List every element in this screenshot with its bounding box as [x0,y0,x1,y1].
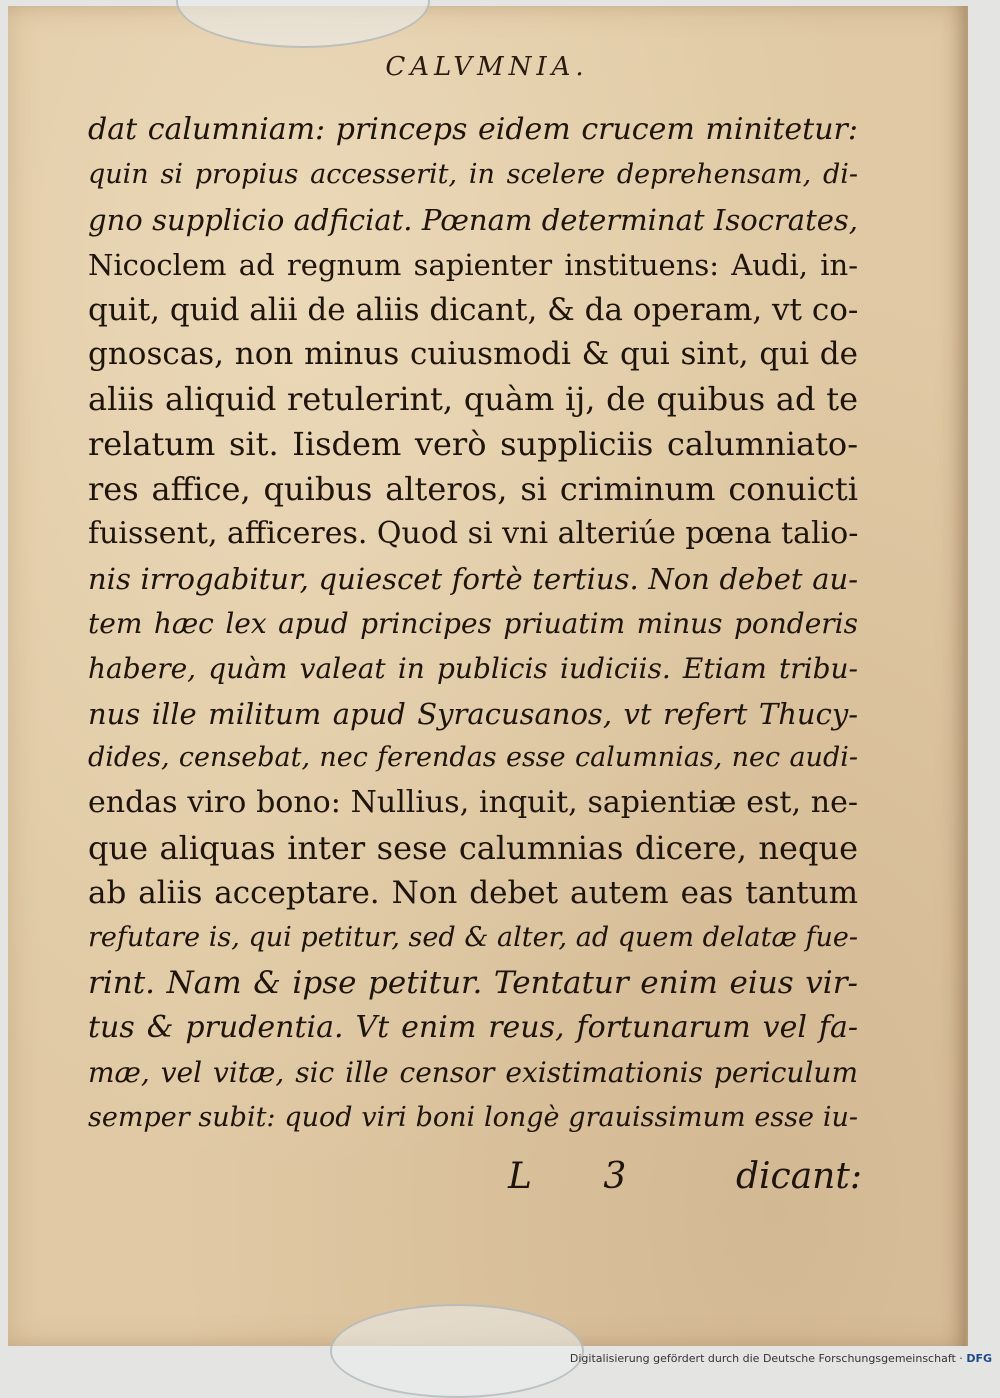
text-line: gnoscas, non minus cuiusmodi & qui sint, qui de [88,336,858,373]
text-line: dat calumniam: princeps eidem crucem minitetur: [88,112,858,147]
text-line: aliis aliquid retulerint, quàm ij, de quibus ad te [88,380,858,419]
digitization-credit [570,1352,992,1365]
text-line: Nicoclem ad regnum sapienter instituens: Audi, in- [88,247,858,282]
text-line: ab aliis acceptare. Non debet autem eas tantum [88,875,858,912]
text-line: relatum sit. Iisdem verò suppliciis calumniato- [88,425,858,464]
page-clip-bottom [330,1304,584,1398]
text-line: que aliquas inter sese calumnias dicere, neque [88,829,858,868]
text-line: semper subit: quod viri boni longè grauissimum esse iu- [88,1101,858,1133]
text-line: nis irrogabitur, quiescet fortè tertius. Non debet au- [88,561,858,596]
text-line: dides, censebat, nec ferendas esse calumnias, nec audi- [88,742,858,774]
body-text [88,108,858,1140]
page-clip-top [176,0,430,48]
signature-mark: L 3 [508,1156,657,1197]
text-line: tem hæc lex apud principes priuatim minus ponderis [88,606,858,640]
text-line: mæ, vel vitæ, sic ille censor existimationis periculum [88,1055,858,1089]
text-line: refutare is, qui petitur, sed & alter, ad quem delatæ fue- [88,922,858,954]
text-line: habere, quàm valeat in publicis iudiciis. Etiam tribu- [88,651,858,685]
text-line: res affice, quibus alteros, si criminum conuicti [88,470,858,509]
text-line: gno supplicio adficiat. Pœnam determinat Isocrates, [88,202,858,237]
running-head: CALVMNIA. [385,52,589,82]
text-line: quit, quid alii de aliis dicant, & da operam, vt co- [88,291,859,328]
catchword: dicant: [736,1156,862,1197]
text-line: tus & prudentia. Vt enim reus, fortunarum vel fa- [88,1009,858,1045]
text-line: nus ille militum apud Syracusanos, vt refert Thucy- [88,696,858,731]
credit-text: Digitalisierung gefördert durch die Deutsche Forschungsgemeinschaft · [569,1352,963,1365]
text-line: quin si propius accesserit, in scelere deprehensam, di- [88,158,858,190]
text-line: fuissent, afficeres. Quod si vni alteriúe pœna talio- [88,516,859,552]
book-page [8,6,968,1346]
text-line: rint. Nam & ipse petitur. Tentatur enim eius vir- [88,964,858,1001]
text-line: endas viro bono: Nullius, inquit, sapientiæ est, ne- [88,785,858,821]
dfg-logo: DFG [966,1352,992,1365]
